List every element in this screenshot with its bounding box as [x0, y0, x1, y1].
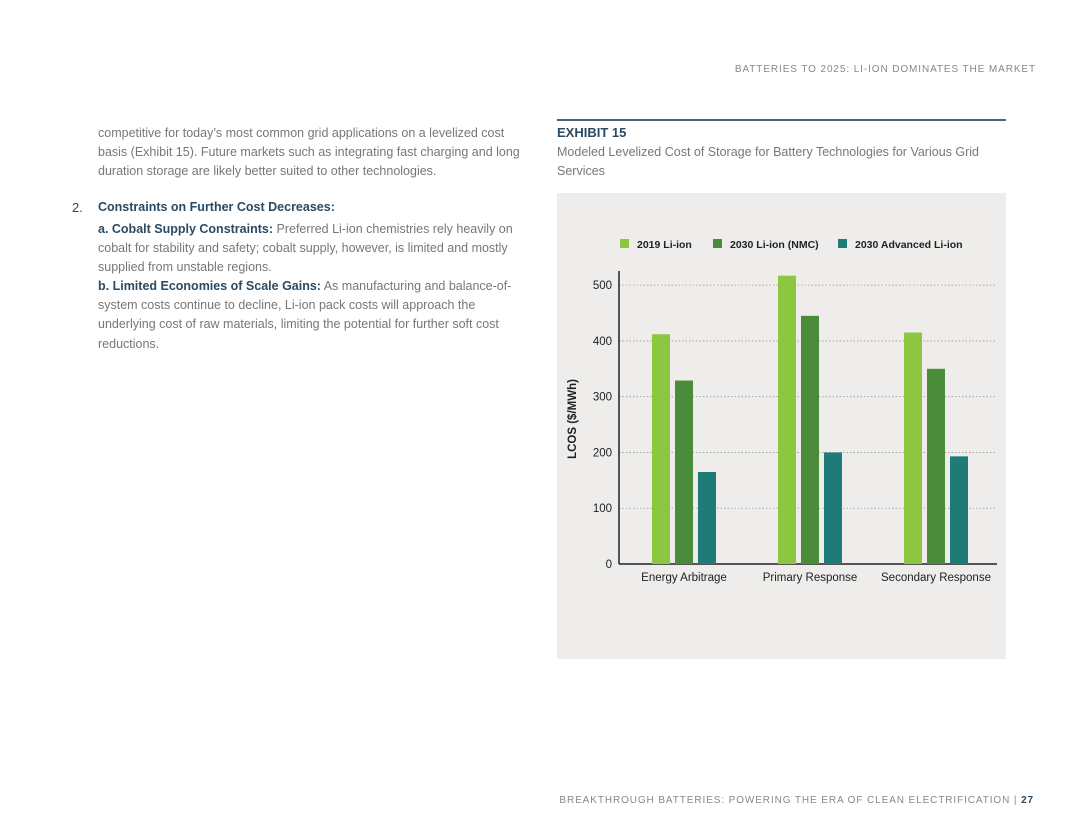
- exhibit-description: Modeled Levelized Cost of Storage for Battery Technologies for Various Grid Services: [557, 145, 979, 179]
- intro-paragraph: competitive for today’s most common grid applications on a levelized cost basis (Exhibit 15). Future markets such as integrating fast charging and long duration storage are likely better suited to other technologies.: [98, 126, 520, 179]
- legend-swatch: [838, 239, 847, 248]
- y-tick-label: 500: [592, 280, 612, 293]
- sub-item-a-lead: a. Cobalt Supply Constraints:: [98, 222, 274, 236]
- chart-panel: [557, 193, 1006, 659]
- bar: [698, 472, 716, 564]
- y-tick-label: 200: [592, 447, 612, 460]
- legend-swatch: [713, 239, 722, 248]
- exhibit-label: EXHIBIT 15: [557, 125, 627, 140]
- page-footer: [559, 795, 1034, 806]
- x-tick-label: Energy Arbitrage: [641, 572, 727, 584]
- bar: [801, 316, 819, 564]
- y-axis-label: LCOS ($/MWh): [567, 379, 579, 459]
- footer-text: BREAKTHROUGH BATTERIES: POWERING THE ERA OF CLEAN ELECTRIFICATION |: [559, 795, 1022, 806]
- y-tick-label: 400: [592, 335, 612, 348]
- y-tick-label: 100: [592, 503, 612, 516]
- bar: [950, 456, 968, 564]
- legend-label: 2030 Advanced Li-ion: [855, 239, 963, 251]
- x-tick-label: Secondary Response: [881, 572, 991, 584]
- y-tick-label: 300: [592, 391, 612, 404]
- list-heading: Constraints on Further Cost Decreases:: [98, 200, 335, 214]
- list-number: 2.: [72, 200, 83, 215]
- bar: [824, 452, 842, 564]
- running-header: BATTERIES TO 2025: LI-ION DOMINATES THE MARKET: [734, 64, 1036, 75]
- bar: [904, 333, 922, 564]
- bar: [652, 334, 670, 564]
- sub-item-b-text: As manufacturing and balance-of-system costs continue to decline, Li-ion pack costs will approach the underlying cost of raw materials, limiting the potential for further soft cost reductions.: [98, 279, 512, 351]
- y-tick-label: 0: [605, 559, 612, 571]
- sub-item-b-lead: b. Limited Economies of Scale Gains:: [98, 279, 321, 293]
- legend-label: 2030 Li-ion (NMC): [730, 239, 819, 251]
- sub-item-a-text: Preferred Li-ion chemistries rely heavily on cobalt for stability and safety; cobalt supply, however, is limited and mostly supplied from unstable regions.: [98, 222, 513, 275]
- legend-swatch: [620, 239, 629, 248]
- x-tick-label: Primary Response: [762, 572, 858, 584]
- exhibit-rule: [557, 119, 1006, 121]
- bar: [778, 276, 796, 564]
- sub-item-b: [98, 277, 528, 354]
- page-number: 27: [1021, 795, 1034, 806]
- bar: [927, 369, 945, 564]
- bar: [675, 381, 693, 564]
- legend-label: 2019 Li-ion: [637, 239, 692, 251]
- sub-item-a: [98, 220, 528, 278]
- lcos-bar-chart: [557, 193, 1006, 659]
